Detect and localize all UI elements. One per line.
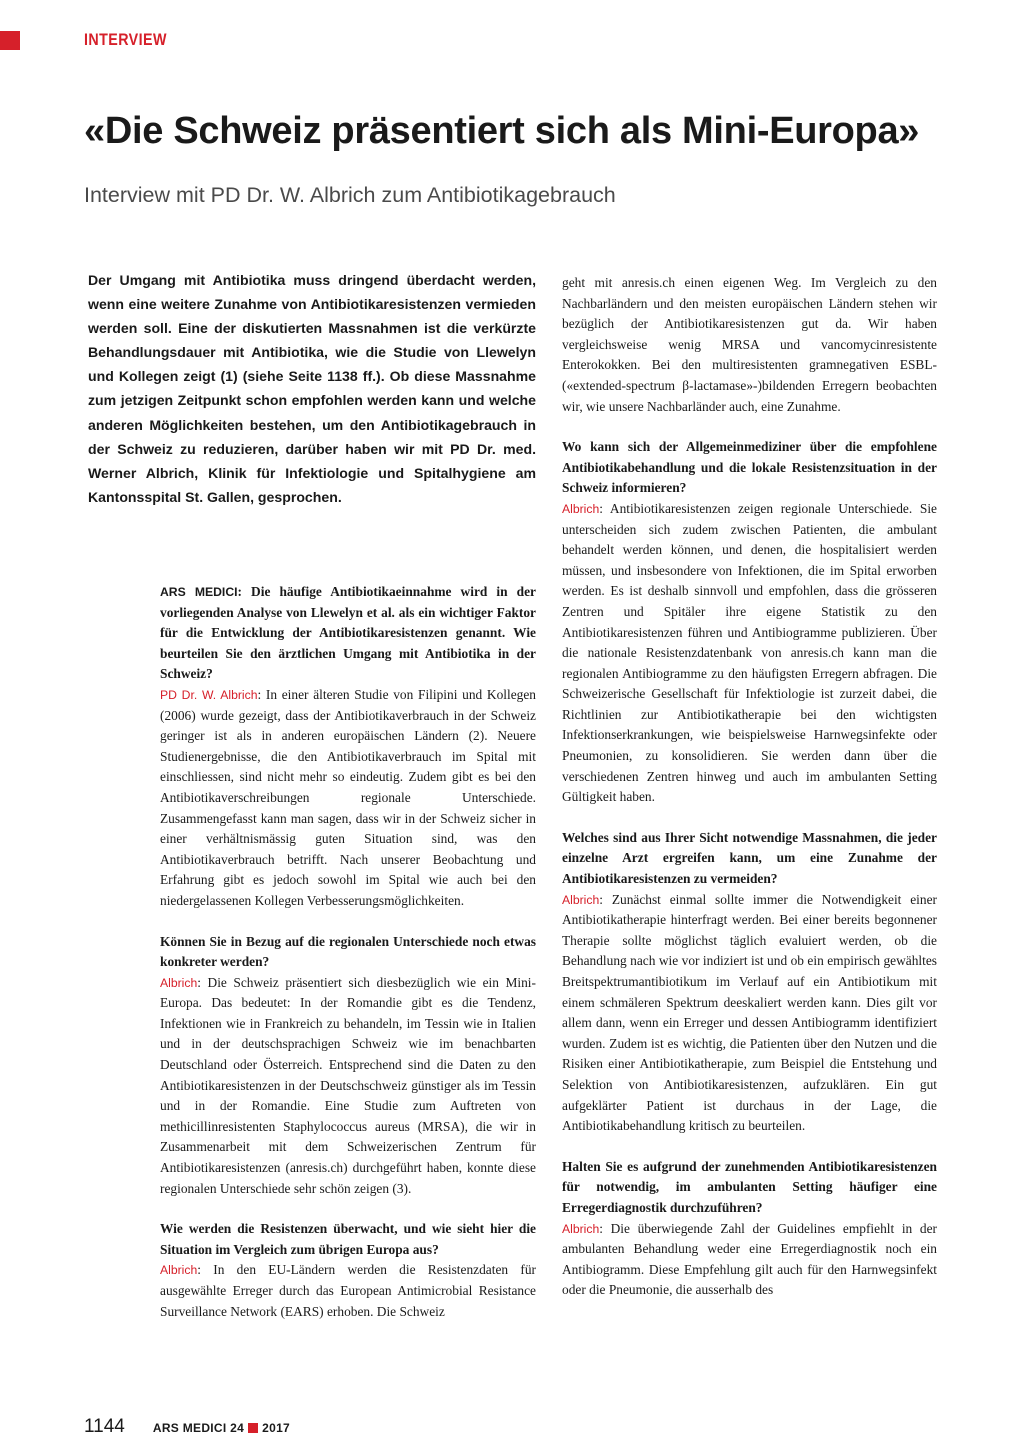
answer-3	[160, 1260, 536, 1322]
right-column	[562, 273, 937, 1301]
interviewee-label: PD Dr. W. Albrich	[160, 687, 258, 702]
article-title: «Die Schweiz präsentiert sich als Mini-Europa»	[84, 110, 920, 152]
answer-6-text: : Die überwiegende Zahl der Guidelines empfiehlt in der ambulanten Behandlung weder eine Erregerdiagnostik noch ein Antibiogramm. Diese Empfehlung gilt auch für den Harnwegsinfekt oder die Pneumonie, die ausserhalb des	[562, 1220, 937, 1298]
section-label: INTERVIEW	[84, 30, 167, 49]
section-marker-square	[0, 31, 20, 50]
journal-issue	[153, 1421, 290, 1435]
question-2: Können Sie in Bezug auf die regionalen Unterschiede noch etwas konkreter werden?	[160, 933, 536, 970]
lead-paragraph: Der Umgang mit Antibiotika muss dringend überdacht werden, wenn eine weitere Zunahme von Antibiotikaresistenzen vermieden werden soll. Eine der diskutierten Massnahmen ist die verkürzte Behandlungsdauer mit Antibiotika, wie die Studie von Llewelyn und Kollegen zeigt (1) (siehe Seite 1138 ff.). Ob diese Massnahme zum jetzigen Zeitpunkt schon empfohlen werden kann und welche anderen Möglichkeiten bestehen, um den Antibiotikagebrauch in der Schweiz zu reduzieren, darüber haben wir mit PD Dr. med. Werner Albrich, Klinik für Infektiologie und Spitalhygiene am Kantonsspital St. Gallen, gesprochen.	[88, 272, 536, 505]
journal-name: ARS MEDICI 24	[152, 1421, 245, 1435]
answer-3-continued: geht mit anresis.ch einen eigenen Weg. Im Vergleich zu den Nachbarländern und den meisten europäischen Ländern stehen wir bezüglich der Antibiotikaresistenzen gut da. Wir haben vergleichsweise wenig MRSA und vancomycinresistente Enterokokken. Bei den multiresistenten gramnegativen ESBL- («extended-spectrum β-lactamase»-)bildenden Erregern beobachten wir, wie unsere Nachbarländer auch, eine Zunahme.	[562, 275, 937, 414]
journal-year: 2017	[262, 1421, 291, 1435]
question-1	[160, 582, 536, 685]
answer-2	[160, 973, 536, 1200]
answer-5-text: : Zunächst einmal sollte immer die Notwendigkeit einer Antibiotikatherapie hinterfragt werden. Bei einer bereits begonnener Therapie sollte möglichst täglich evaluiert werden, ob die Behandlung nach wie vor indiziert ist und ob ein empirisch gewähltes Breitspektrumantibiotikum im Verlauf auf ein Antibiotikum mit einem schmäleren Spektrum deeskaliert werden kann. Dies gilt vor allem dann, wenn ein Erreger und dessen Antibiogramm identifiziert wurden. Zudem ist es wichtig, die Patienten über den Nutzen und die Risiken einer Antibiotikatherapie, zum Beispiel die Entstehung und Selektion von Antibiotikaresistenzen, aufzuklären. Ein gut aufgeklärter Patient ist durchaus in der Lage, die Antibiotikabehandlung kritisch zu beurteilen.	[562, 891, 937, 1134]
page-number: 1144	[84, 1416, 125, 1437]
footer-separator-square	[248, 1423, 258, 1433]
page-footer	[84, 1416, 290, 1438]
interviewee-label: Albrich	[160, 975, 198, 990]
answer-2-text: : Die Schweiz präsentiert sich diesbezüglich wie ein Mini-Europa. Das bedeutet: In der Romandie gibt es die Tendenz, Infektionen wie in Frankreich zu behandeln, im Tessin wie in Italien und in der deutschsprachigen Schweiz wie im benachbarten Deutschland oder Österreich. Entsprechend sind die Daten zu den Antibiotikaresistenzen in der Deutschschweiz günstiger als im Tessin und in der Romandie. Eine Studie zum Auftreten von methicillinresistenten Staphylococcus aureus (MRSA), die wir in Zusammenarbeit mit dem Schweizerischen Zentrum für Antibiotikaresistenzen (anresis.ch) durchgeführt haben, konnte diese regionalen Unterschiede sehr schön zeigen (3).	[160, 974, 536, 1196]
interviewer-label: ARS MEDICI	[160, 585, 238, 599]
question-1-text: : Die häufige Antibiotikaeinnahme wird in der vorliegenden Analyse von Llewelyn et al. als ein wichtiger Faktor für die Entwicklung der Antibiotikaresistenzen genannt. Wie beurteilen Sie den ärztlichen Umgang mit Antibiotika in der Schweiz?	[160, 584, 536, 682]
answer-1	[160, 685, 536, 912]
answer-3-text: : In den EU-Ländern werden die Resistenzdaten für ausgewählte Erreger durch das European Antimicrobial Resistance Surveillance Network (EARS) erhoben. Die Schweiz	[160, 1262, 536, 1319]
article-subtitle: Interview mit PD Dr. W. Albrich zum Antibiotikagebrauch	[84, 183, 616, 207]
answer-4-text: : Antibiotikaresistenzen zeigen regionale Unterschiede. Sie unterscheiden sich zudem zwischen Patienten, die ambulant behandelt werden können, und denen, die hospitalisiert werden müssen, und insbesondere von Infektionen, die im Spital erworben werden. Es ist deshalb sinnvoll und empfohlen, dass die grösseren Zentren und Spitäler ihre eigene Statistik zu den Antibiotikaresistenzen führen und Antibiogramme publizieren. Über die nationale Resistenzdatenbank von anresis.ch kann man die regionalen Antibiogramme zu den häufigsten Erregern abfragen. Die Schweizerische Gesellschaft für Infektiologie ist zurzeit dabei, die Richtlinien zur Antibiotikatherapie bei den wichtigsten Infektionserkrankungen, wie beispielsweise Harnwegsinfekte oder Pneumonien, zu konsolidieren. Sie werden dann über die verschiedenen Zentren hinweg und auch im ambulanten Setting Gültigkeit haben.	[562, 500, 937, 805]
interviewee-label: Albrich	[562, 501, 600, 516]
answer-6	[562, 1219, 937, 1301]
answer-1-text: : In einer älteren Studie von Filipini und Kollegen (2006) wurde gezeigt, dass der Antibiotikaverbrauch in der Schweiz geringer ist als in anderen europäischen Ländern (2). Neuere Studienergebnisse, die den Antibiotikaverbrauch im Spital mit einschliessen, sind nicht mehr so eindeutig. Zudem gibt es bei den Antibiotikaverschreibungen regionale Unterschiede. Zusammengefasst kann man sagen, dass wir in der Schweiz sicher in einer verhältnismässig guten Situation sind, was den Antibiotikaverbrauch betrifft. Nach unserer Beobachtung und Erfahrung gibt es jedoch sowohl im Spital wie auch bei den niedergelassenen Kollegen Verbesserungsmöglichkeiten.	[160, 686, 536, 908]
question-4: Wo kann sich der Allgemeinmediziner über die empfohlene Antibiotikabehandlung und die lokale Resistenzsituation in der Schweiz informieren?	[562, 439, 937, 496]
answer-5	[562, 890, 937, 1137]
interviewee-label: Albrich	[562, 1221, 600, 1236]
interviewee-label: Albrich	[160, 1263, 198, 1278]
answer-4	[562, 499, 937, 808]
left-column	[160, 582, 536, 1322]
question-6: Halten Sie es aufgrund der zunehmenden Antibiotikaresistenzen für notwendig, im ambulanten Setting häufiger eine Erregerdiagnostik durchzuführen?	[562, 1158, 937, 1215]
question-3: Wie werden die Resistenzen überwacht, und wie sieht hier die Situation im Vergleich zum übrigen Europa aus?	[160, 1221, 536, 1257]
interviewee-label: Albrich	[562, 892, 600, 907]
question-5: Welches sind aus Ihrer Sicht notwendige Massnahmen, die jeder einzelne Arzt ergreifen kann, um eine Zunahme der Antibiotikaresistenzen zu vermeiden?	[562, 829, 937, 887]
